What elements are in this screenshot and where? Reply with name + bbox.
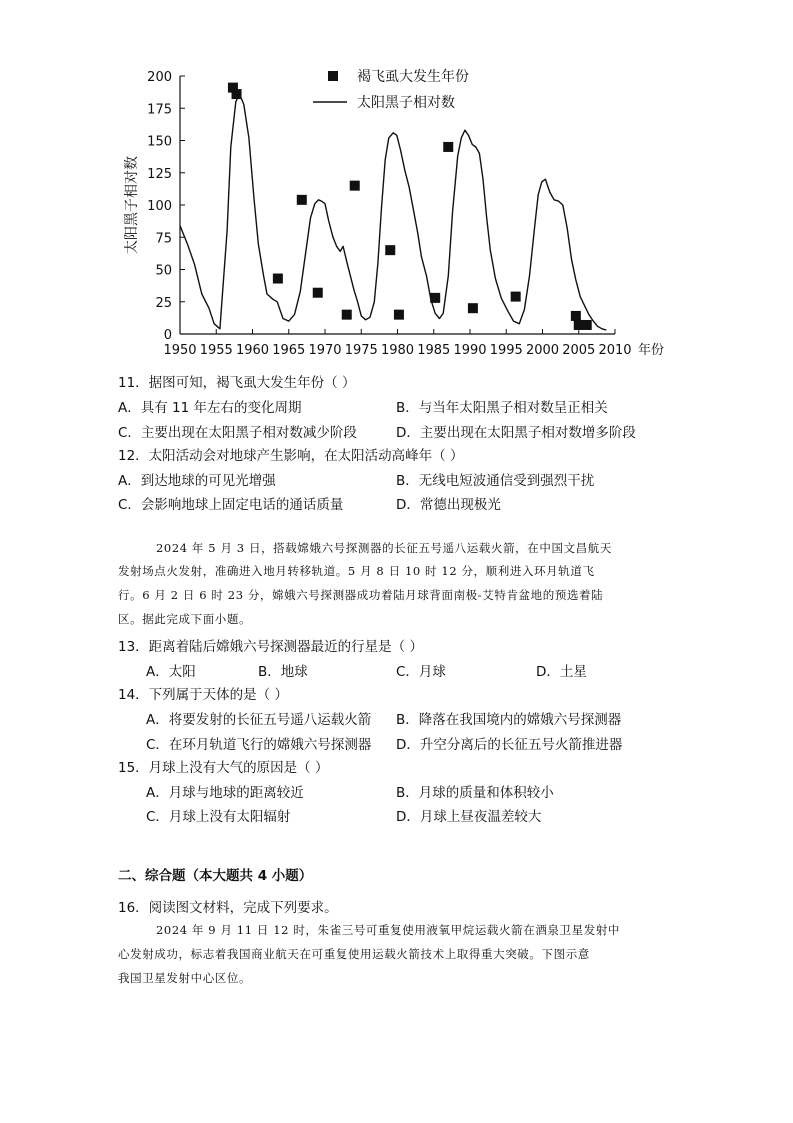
outbreak-point: [273, 274, 283, 284]
q15-option-d: D．月球上昼夜温差较大: [396, 809, 542, 825]
outbreak-point: [571, 311, 581, 321]
q14-option-b: B．降落在我国境内的嫦娥六号探测器: [396, 712, 622, 728]
outbreak-point: [350, 181, 360, 191]
x-tick-label: 1990: [453, 343, 487, 358]
q13-option-a: A．太阳: [146, 664, 196, 680]
q14-option-d: D．升空分离后的长征五号火箭推进器: [396, 737, 623, 753]
outbreak-point: [582, 320, 592, 330]
q14-option-a: A．将要发射的长征五号遥八运载火箭: [146, 712, 372, 728]
y-tick-label: 200: [147, 70, 172, 85]
legend-square-symbol: [328, 71, 338, 81]
outbreak-point: [511, 292, 521, 302]
outbreak-point: [394, 310, 404, 320]
section-heading: 二、综合题（本大题共 4 小题）: [118, 868, 313, 884]
passage1-line-1: 2024 年 5 月 3 日，搭载嫦娥六号探测器的长征五号遥八运载火箭，在中国文昌航天: [156, 541, 612, 555]
outbreak-point: [297, 195, 307, 205]
q12-option-a: A．到达地球的可见光增强: [118, 473, 276, 489]
outbreak-point: [313, 288, 323, 298]
y-tick-label: 125: [147, 166, 172, 182]
x-tick-label: 1960: [235, 343, 270, 358]
legend-label-sunspot: 太阳黑子相对数: [357, 95, 455, 111]
y-tick-label: 100: [147, 199, 172, 214]
q16-stem: 16．阅读图文材料，完成下列要求。: [118, 900, 338, 916]
x-tick-label: 1995: [489, 343, 523, 358]
passage1-line-4: 区。据此完成下面小题。: [118, 612, 252, 626]
y-tick-label: 25: [155, 295, 172, 311]
q16-passage-line-2: 心发射成功，标志着我国商业航天在可重复使用运载火箭技术上取得重大突破。下图示意: [118, 947, 590, 961]
outbreak-point: [468, 303, 478, 313]
y-tick-label: 175: [147, 102, 172, 118]
passage1-line-2: 发射场点火发射，准确进入地月转移轨道。5 月 8 日 10 时 12 分，顺利进入环月轨道飞: [118, 564, 595, 578]
q16-passage-line-1: 2024 年 9 月 11 日 12 时，朱雀三号可重复使用液氧甲烷运载火箭在酒泉卫星发射中: [156, 923, 621, 937]
outbreak-point: [342, 310, 352, 320]
q11-option-d: D．主要出现在太阳黑子相对数增多阶段: [396, 425, 636, 441]
x-tick-label: 1950: [163, 343, 197, 358]
x-tick-label: 1965: [272, 343, 306, 358]
q15-option-a: A．月球与地球的距离较近: [146, 785, 304, 801]
x-tick-label: 1975: [344, 343, 378, 358]
q15-stem: 15．月球上没有大气的原因是（ ）: [118, 760, 329, 776]
y-tick-label: 0: [163, 328, 172, 343]
x-tick-label: 1985: [417, 343, 451, 358]
y-tick-label: 50: [155, 263, 172, 279]
outbreak-point: [232, 89, 242, 99]
q12-option-d: D．常德出现极光: [396, 497, 501, 513]
sunspot-line: [180, 94, 606, 330]
q11-option-a: A．具有 11 年左右的变化周期: [118, 400, 302, 416]
x-tick-label: 2000: [525, 343, 560, 358]
q13-option-c: C．月球: [396, 664, 446, 680]
q11-option-b: B．与当年太阳黑子相对数呈正相关: [396, 400, 608, 416]
q14-stem: 14．下列属于天体的是（ ）: [118, 687, 288, 703]
q11-stem: 11．据图可知，褐飞虱大发生年份（ ）: [118, 375, 356, 391]
x-tick-label: 1970: [308, 343, 342, 358]
x-axis-unit: 年份: [638, 343, 665, 358]
q15-option-c: C．月球上没有太阳辐射: [146, 809, 291, 825]
q13-option-b: B．地球: [258, 664, 308, 680]
y-tick-label: 150: [147, 134, 172, 150]
outbreak-point: [443, 142, 453, 152]
y-tick-label: 75: [155, 231, 172, 247]
x-tick-label: 2005: [562, 343, 596, 358]
q12-stem: 12．太阳活动会对地球产生影响，在太阳活动高峰年（ ）: [118, 448, 464, 464]
legend-label-outbreak: 褐飞虱大发生年份: [357, 69, 469, 85]
q13-option-d: D．土星: [536, 664, 587, 680]
outbreak-point: [385, 245, 395, 255]
x-tick-label: 2010: [598, 343, 632, 358]
q16-passage-line-3: 我国卫星发射中心区位。: [118, 971, 252, 985]
x-tick-label: 1980: [380, 343, 415, 358]
passage1-line-3: 行。6 月 2 日 6 时 23 分，嫦娥六号探测器成功着陆月球背面南极-艾特肯盆地的预选着陆: [118, 588, 604, 602]
sunspot-chart: [0, 0, 793, 370]
x-tick-label: 1955: [199, 343, 233, 358]
q13-stem: 13．距离着陆后嫦娥六号探测器最近的行星是（ ）: [118, 639, 423, 655]
q15-option-b: B．月球的质量和体积较小: [396, 785, 554, 801]
outbreak-point: [430, 293, 440, 303]
q12-option-b: B．无线电短波通信受到强烈干扰: [396, 473, 595, 489]
q12-option-c: C．会影响地球上固定电话的通话质量: [118, 497, 344, 513]
q14-option-c: C．在环月轨道飞行的嫦娥六号探测器: [146, 737, 372, 753]
y-axis-label: 太阳黑子相对数: [124, 156, 140, 254]
q11-option-c: C．主要出现在太阳黑子相对数减少阶段: [118, 425, 357, 441]
